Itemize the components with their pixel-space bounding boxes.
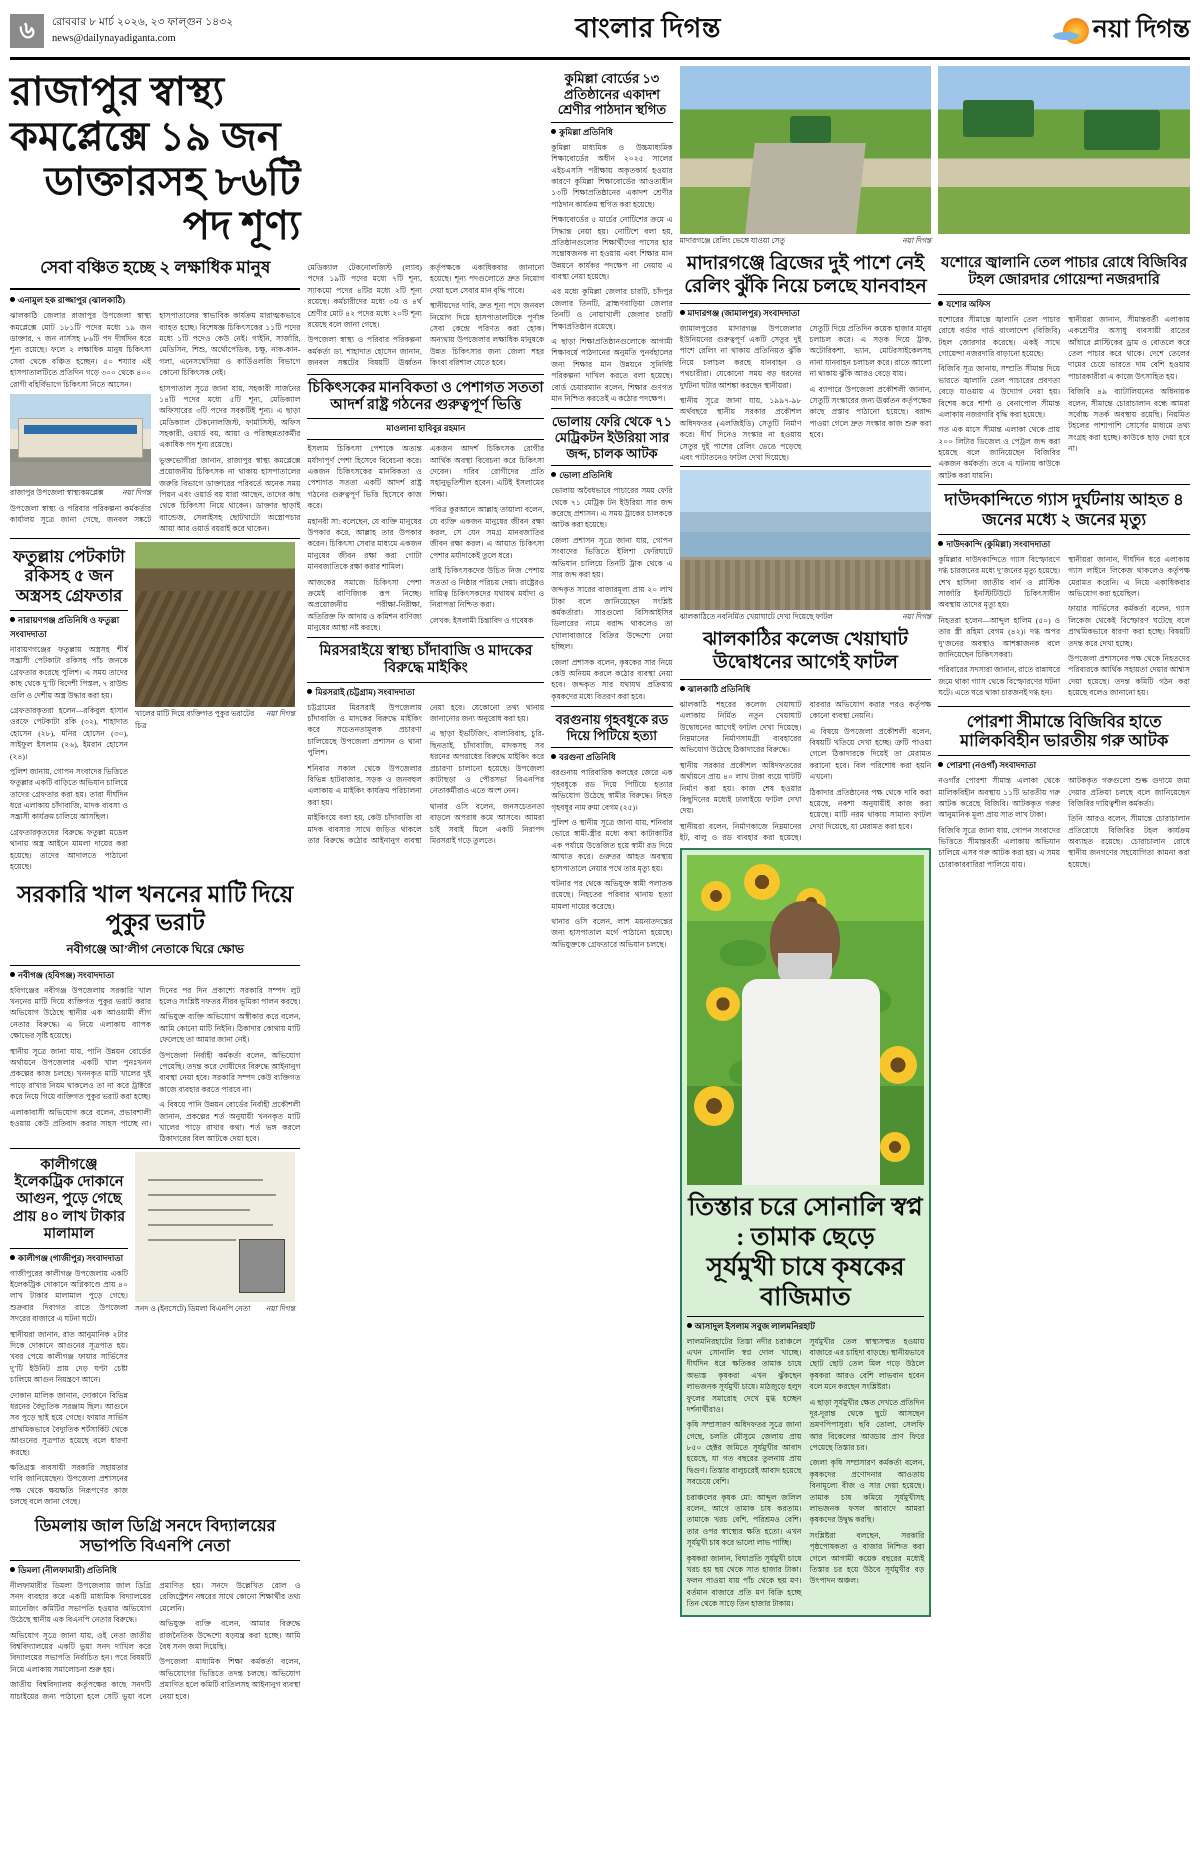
khal-photo-caption	[135, 709, 295, 733]
sunflower-body	[687, 1336, 925, 1610]
column-2-spacer	[307, 66, 544, 262]
paragraph: স্থানীয়দের দাবি, দ্রুত শূন্য পদে জনবল নিয়োগ দিয়ে হাসপাতালটিকে পূর্ণাঙ্গ সেবা কেন্দ্রে পরিণত করা হোক। অন্যথায় উপজেলার লক্ষাধিক মানুষকে উন্নত চিকিৎসার জন্য জেলা শহর কিংবা বরিশাল যেতে হবে।	[429, 301, 545, 368]
paragraph: হাসপাতাল সূত্রে জানা যায়, সহকারী সার্জনের ১৪টি পদের মধ্যে ৫টি শূন্য, মেডিক্যাল অফিসারের ৩টি পদের সবকটিই শূন্য। এ ছাড়া মেডিক্যাল টেকনোলজিস্ট, ফার্মাসিস্ট, অফিস সহকারী, ওয়ার্ড বয়, আয়া ও পরিচ্ছন্নতাকর্মীর একাধিক পদ শূন্য রয়েছে।	[159, 383, 301, 450]
paragraph: এলাকাবাসী অভিযোগ করে বলেন, প্রভাবশালী হওয়ায় কেউ প্রতিবাদ করার সাহস পাচ্ছে না। দিনের পর দিন প্রকাশ্যে সরকারি সম্পদ লুট হলেও সংশ্লিষ্ট দফতর নীরব ভূমিকা পালন করছে।	[10, 985, 301, 1128]
paragraph: ঝালকাঠি জেলার রাজাপুর উপজেলা স্বাস্থ্য কমপ্লেক্সে মোট ১৮১টি পদের মধ্যে ১৯ জন ডাক্তার, ৭ জন নার্সসহ ৮৬টি পদ দীর্ঘদিন ধরে শূন্য রয়েছে। ফলে ২ লক্ষাধিক মানুষ চিকিৎসা সেবা থেকে বঞ্চিত হচ্ছেন। ৫০ শয্যার এই হাসপাতালটিতে প্রতিদিন গড়ে ৩০০ থেকে ৪০০ রোগী বহির্বিভাগে চিকিৎসা নিতে আসেন।	[10, 311, 152, 389]
paragraph: তাই চিকিৎসকদের উচিত নিজ পেশায় সততা ও নিষ্ঠার পরিচয় দেয়া। রাষ্ট্রেরও দায়িত্ব চিকিৎসকদের যথাযথ মর্যাদা ও নিরাপত্তা নিশ্চিত করা।	[429, 566, 545, 610]
dimla-photo-block	[135, 1152, 295, 1512]
sunflower-headline-line2: সূর্যমুখী চাষে কৃষকের বাজিমাত	[706, 1253, 905, 1311]
paragraph: ইসলাম চিকিৎসা পেশাকে অত্যন্ত মর্যাদাপূর্ণ পেশা হিসেবে বিবেচনা করে। একজন চিকিৎসকের মানবিকতা ও পেশাগত সততা একটি আদর্শ রাষ্ট্র গঠনের গুরুত্বপূর্ণ ভিত্তি হিসেবে কাজ করে।	[307, 444, 422, 511]
farmer-figure	[736, 901, 886, 1185]
paragraph: লেখক: ইসলামী চিন্তাবিদ ও গবেষক	[429, 615, 534, 625]
photo-credit: নয়া দিগন্ত	[265, 1303, 295, 1313]
paragraph: কৃষি সম্প্রসারণ অধিদফতর সূত্রে জানা গেছে, চলতি মৌসুমে জেলায় প্রায় ৮৫০ হেক্টর জমিতে সূর্যমুখীর আবাদ হয়েছে, যা গত বছরের তুলনায় প্রায় দ্বিগুণ। তিস্তার বালুচরেই আবাদ হয়েছে সবচেয়ে বেশি।	[686, 1420, 802, 1487]
photo-caption-text: রাজাপুর উপজেলা স্বাস্থ্যকমপ্লেক্স	[10, 487, 104, 497]
paragraph: স্থানীয়রা জানান, রাত আনুমানিক ২টার দিকে দোকানে আগুনের সূত্রপাত হয়। খবর পেয়ে কালীগঞ্জ ফায়ার সার্ভিসের দু’টি ইউনিট প্রায় দেড় ঘণ্টা চেষ্টা চালিয়ে আগুন নিয়ন্ত্রণে আনে।	[10, 1329, 128, 1385]
mirsharai-body	[307, 702, 544, 849]
paragraph: ভুক্তভোগীরা জানান, রাজাপুর স্বাস্থ্য কমপ্লেক্সে প্রয়োজনীয় চিকিৎসক না থাকায় হাসপাতালের জরুরি বিভাগে ডাক্তারের পরিবর্তে অনেক সময় পিয়ন এবং ওয়ার্ড বয় যারা আছেন, তাদের কাছ থেকে চিকিৎসা নিয়ে থাকেন। ডাক্তার ছাড়াই ব্যান্ডেজ, সেলাইসহ ছোটখাটো অস্ত্রোপচার আয়া আর ওয়ার্ড বয়রাই করে থাকেন।	[159, 455, 301, 534]
paragraph: স্থানীয় সরকার প্রকৌশল অধিদফতরের অর্থায়নে প্রায় ৪০ লাখ টাকা ব্যয়ে ঘাটটি নির্মাণ করা হয়। কাজ শেষ হওয়ার কিছুদিনের মধ্যেই ঢালাইয়ে ফাটল দেখা দেয়।	[679, 760, 802, 816]
paragraph: শনিবার সকাল থেকে উপজেলার বিভিন্ন হাটবাজার, সড়ক ও জনবহুল এলাকায় এ মাইকিং কার্যক্রম পরিচালনা করা হয়।	[307, 763, 422, 807]
paragraph: মহানবী সা: বলেছেন, যে ব্যক্তি মানুষের উপকার করে, আল্লাহ তার উপকার করেন। চিকিৎসা সেবার মাধ্যমে একজন মানুষের জীবন রক্ষা করা গোটা মানবজাতিকে রক্ষা করার শামিল।	[307, 516, 422, 572]
inset-portrait	[239, 1239, 285, 1293]
story-byline	[10, 614, 128, 642]
bullet-icon	[938, 301, 943, 306]
paragraph: আটককৃত গরুগুলো শুল্ক গুদামে জমা দেয়ার প্রক্রিয়া চলছে বলে জানিয়েছেন বিজিবির দায়িত্বশীল কর্মকর্তা।	[1068, 776, 1190, 808]
paper-name: নয়া দিগন্ত	[1092, 16, 1190, 43]
paragraph: সংশ্লিষ্টরা বলছেন, সরকারি পৃষ্ঠপোষকতা ও বাজার নিশ্চিত করা গেলে আগামী কয়েক বছরের মধ্যেই তিস্তার চর হয়ে উঠবে সূর্যমুখীর বড় উৎপাদন অঞ্চল।	[809, 1530, 925, 1586]
lead-subhead: সেবা বঞ্চিত হচ্ছে ২ লক্ষাধিক মানুষ	[40, 258, 271, 278]
paragraph: নওগাঁর পোরশা সীমান্ত এলাকা থেকে মালিকবিহীন অবস্থায় ১১টি ভারতীয় গরু আটক করেছে বিজিবি। আটককৃত গরুর আনুমানিক মূল্য প্রায় সাত লাখ টাকা।	[938, 776, 1061, 820]
paragraph: বিজিবি সূত্রে জানা যায়, গোপন সংবাদের ভিত্তিতে সীমান্তবর্তী এলাকায় অভিযান চালিয়ে এসব গরু আটক করা হয়। এ সময় চোরাকারবারিরা পালিয়ে যায়।	[938, 825, 1061, 869]
jashore-body	[938, 314, 1190, 481]
paragraph: উপজেলা প্রশাসনের পক্ষ থেকে নিহতদের পরিবারকে আর্থিক সহায়তা দেয়ার আশ্বাস দেয়া হয়েছে। তদন্ত কমিটি গঠন করা হয়েছে বলেও জানানো হয়।	[1068, 653, 1190, 698]
paragraph: অভিযুক্ত ব্যক্তি বলেন, আমার বিরুদ্ধে রাজনৈতিক উদ্দেশ্যে ষড়যন্ত্র করা হচ্ছে। আমি বৈধ সনদ জমা দিয়েছি।	[159, 1619, 301, 1651]
photo-credit: নয়া দিগন্ত	[122, 487, 152, 497]
lead-headline	[10, 70, 300, 249]
paragraph: বিজিবি ৪৯ ব্যাটালিয়নের অধিনায়ক বলেন, সীমান্তে চোরাচালান বন্ধে আমরা সর্বোচ্চ সতর্ক অবস্থায় রয়েছি। নিয়মিত টহলের পাশাপাশি সোর্সের মাধ্যমে তথ্য সংগ্রহ করা হচ্ছে। কাউকে ছাড় দেয়া হবে না।	[1068, 387, 1190, 454]
paragraph: চরাঞ্চলের কৃষক মো: আব্দুল জলিল বলেন, আগে তামাক চাষ করতাম। তামাকে খরচ বেশি, পরিশ্রমও বেশি। তার ওপর স্বাস্থ্যের ক্ষতি হতো। এখন সূর্যমুখী চাষ করে ভালো লাভ পাচ্ছি।	[686, 1492, 802, 1548]
paragraph: বিজিবি সূত্র জানায়, সম্প্রতি সীমান্ত দিয়ে ভারতে জ্বালানি তেল পাচারের প্রবণতা বেড়ে যাওয়ায় এ উদ্যোগ নেয়া হয়। বিশেষ করে শার্শা ও বেনাপোল সীমান্ত এলাকায় নজরদারি বৃদ্ধি করা হয়েছে।	[938, 364, 1061, 419]
sunflower-headline	[687, 1193, 925, 1313]
paragraph: কুমিল্লা মাধ্যমিক ও উচ্চমাধ্যমিক শিক্ষাবোর্ডের অধীন ২০২৫ সালের এইচএসসি পরীক্ষায় অকৃতকার্য হওয়ার কারণে কুমিল্লা শিক্ষাবোর্ডের আওতাধীন ১৩টি শিক্ষাপ্রতিষ্ঠানের একাদশ শ্রেণীর পাঠদান কার্যক্রম স্থগিত করা হয়েছে।	[551, 142, 673, 209]
porsha-body	[938, 775, 1190, 874]
mirsharai-headline: মিরসরাইয়ে স্বাস্থ্য চাঁদাবাজি ও মাদকের বিরুদ্ধে মাইকিং	[319, 642, 533, 677]
byline-text: ঝালকাঠি প্রতিনিধি	[687, 683, 751, 694]
story-headline: ফতুল্লায় পেটকাটা রকিসহ ৫ জন অস্ত্রসহ গ্রেফতার	[13, 546, 125, 606]
teesta-sunflower-feature	[680, 848, 932, 1617]
section-title: বাংলার দিগন্ত	[575, 13, 721, 43]
paragraph: গ্রেফতারকৃতদের বিরুদ্ধে ফতুল্লা মডেল থানায় অস্ত্র আইনে মামলা দায়ের করা হয়েছে। তাদের আদালতে পাঠানো হয়েছে।	[10, 827, 128, 872]
byline-text: পোরশা (নওগাঁ) সংবাদদাতা	[946, 760, 1037, 771]
paragraph: পবিত্র কুরআনে আল্লাহ তায়ালা বলেন, যে ব্যক্তি একজন মানুষের জীবন রক্ষা করল, সে যেন সমগ্র মানবজাতির জীবন রক্ষা করল। এ আয়াত চিকিৎসা পেশার মর্যাদাকেই তুলে ধরে।	[429, 505, 545, 560]
page-number-badge: ৬	[10, 14, 44, 48]
byline-text: নারায়ণগঞ্জ প্রতিনিধি ও ফতুল্লা সংবাদদাতা	[10, 615, 120, 639]
byline-text: আসাদুল ইসলাম সবুজ লালমনিরহাট	[694, 1320, 815, 1331]
paragraph: লালমনিরহাটের তিস্তা নদীর চরাঞ্চলে এখন সোনালি স্বপ্ন দোল খাচ্ছে। দীর্ঘদিন ধরে ক্ষতিকর তামাক চাষে অভ্যস্ত কৃষকরা এখন ঝুঁকছেন লাভজনক সূর্যমুখী চাষে। মাঠজুড়ে হলুদ ফুলের সমারোহ দেখে মুগ্ধ হচ্ছেন দর্শনার্থীরাও।	[686, 1336, 802, 1414]
bhola-byline	[551, 469, 672, 483]
paragraph: তিনি আরও বলেন, সীমান্তে চোরাচালান প্রতিরোধে বিজিবির টহল কার্যক্রম অব্যাহত রয়েছে। চোরাচালান রোধে স্থানীয় জনগণের সহযোগিতা কামনা করা হয়েছে।	[1068, 814, 1190, 869]
story-byline	[10, 1252, 128, 1266]
paragraph: একজন আদর্শ চিকিৎসক রোগীর আর্থিক অবস্থা বিবেচনা করে চিকিৎসা দেবেন। গরিব রোগীদের প্রতি সহানুভূতিশীল হবেন। এটিই ইসলামের শিক্ষা।	[429, 444, 545, 499]
paper-logo	[1063, 9, 1190, 52]
khal-body	[10, 985, 300, 1145]
dauodkandi-headline: দাউদকান্দিতে গ্যাস দুর্ঘটনায় আহত ৪ জনের মধ্যে ২ জনের মৃত্যু	[944, 490, 1184, 530]
byline-text: দাউদকান্দি (কুমিল্লা) সংবাদদাতা	[946, 538, 1051, 549]
jhalokathi-ghat-photo	[680, 470, 932, 610]
bullet-icon	[680, 686, 685, 691]
column-4	[680, 66, 932, 1704]
paragraph: ঝালকাঠি শহরের কলেজ খেয়াঘাট এলাকায় নির্মিত নতুন খেয়াঘাট উদ্বোধনের আগেই ফাটল দেখা দিয়েছে। নিম্নমানের নির্মাণসামগ্রী ব্যবহারের অভিযোগ উঠেছে ঠিকাদারের বিরুদ্ধে।	[679, 699, 802, 755]
paragraph: জেলা কৃষি সম্প্রসারণ কর্মকর্তা বলেন, কৃষকদের প্রণোদনার আওতায় বিনামূল্যে বীজ ও সার দেয়া হয়েছে। তামাক চাষ কমিয়ে সূর্যমুখীসহ লাভজনক ফসল আবাদে আমরা কৃষকদের উদ্বুদ্ধ করছি।	[809, 1458, 925, 1525]
paragraph: জেলা প্রশাসন সূত্রে জানা যায়, গোপন সংবাদের ভিত্তিতে ইলিশা ফেরিঘাটে অভিযান চালিয়ে তিনটি ট্রাক থেকে এ সার জব্দ করা হয়।	[551, 535, 673, 579]
dauodkandi-byline	[938, 538, 1190, 552]
paragraph: পুলিশ জানায়, গোপন সংবাদের ভিত্তিতে ফতুল্লার একটি বাড়িতে অভিযান চালিয়ে তাদের গ্রেফতার করা হয়। তারা দীর্ঘদিন ধরে এলাকায় চাঁদাবাজি, মাদক ব্যবসা ও সন্ত্রাসী কার্যক্রম চালিয়ে আসছিল।	[10, 766, 128, 822]
paragraph: মেডিক্যাল টেকনোলজিস্ট (ল্যাব) পদের ১৯টি পদের মধ্যে ৭টি শূন্য, স্যাকমো পদের ৪টির মধ্যে ২টি শূন্য রয়েছে। কর্মচারীদের মধ্যে ৩য় ও ৪র্থ শ্রেণীর মোট ৪২ পদের মধ্যে ২০টি শূন্য রয়েছে বলে জানা গেছে।	[307, 263, 422, 329]
dimla-certificate-photo	[135, 1152, 295, 1302]
paragraph: এ ছাড়া শিক্ষাপ্রতিষ্ঠানগুলোকে আগামী শিক্ষাবর্ষে পাঠদানের অনুমতি পুনর্বহালের জন্য শিক্ষার মান উন্নয়নে সুনির্দিষ্ট পরিকল্পনা দাখিল করতে বলা হয়েছে। বোর্ড চেয়ারম্যান বলেন, শিক্ষার গুণগত মান নিশ্চিত করতেই এ কঠোর পদক্ষেপ।	[551, 337, 673, 403]
photo-credit: নয়া দিগন্ত	[902, 236, 932, 245]
lead-body-top	[10, 310, 300, 534]
paragraph: কৃষকরা জানান, বিঘাপ্রতি সূর্যমুখী চাষে খরচ হয় ছয় থেকে সাত হাজার টাকা। ফলন পাওয়া যায় পাঁচ থেকে ছয় মণ। বর্তমান বাজারে প্রতি মণ বিক্রি হচ্ছে তিন থেকে সাড়ে তিন হাজার টাকায়।	[686, 1553, 802, 1609]
madarganj-body	[680, 323, 932, 464]
paragraph: গাজীপুরের কালীগঞ্জ উপজেলায় একটি ইলেকট্রিক দোকানে অগ্নিকাণ্ডে প্রায় ৪০ লাখ টাকার মালামাল পুড়ে গেছে। শুক্রবার দিবাগত রাতে উপজেলা সদরের বাজারে এ ঘটনা ঘটে।	[10, 1268, 128, 1324]
bullet-icon	[680, 310, 685, 315]
jhalokathi-headline: ঝালকাঠির কলেজ খেয়াঘাট উদ্বোধনের আগেই ফাটল	[702, 629, 908, 674]
row-fatullah-khal	[10, 542, 300, 877]
dimla-headline: ডিমলায় জাল ডিগ্রি সনদে বিদ্যালয়ের সভাপতি বিএনপি নেতা	[34, 1516, 276, 1556]
doctor-ethics-headline: চিকিৎসকের মানবিকতা ও পেশাগত সততা আদর্শ রাষ্ট্র গঠনের গুরুত্বপূর্ণ ভিত্তি	[308, 379, 544, 413]
mirsharai-byline	[307, 686, 544, 700]
paragraph: যশোরের সীমান্তে জ্বালানি তেল পাচার রোধে বর্ডার গার্ড বাংলাদেশ (বিজিবি) টহল জোরদার করেছে। একই সাথে গোয়েন্দা নজরদারি বাড়ানো হয়েছে।	[938, 314, 1061, 358]
byline-text: কুমিল্লা প্রতিনিধি	[559, 126, 613, 137]
paragraph: ঠিকাদার প্রতিষ্ঠানের পক্ষ থেকে দাবি করা হয়েছে, নকশা অনুযায়ীই কাজ করা হয়েছে। মাটি নরম থাকায় সামান্য ফাটল দেখা দিয়েছে, যা মেরামত করা হবে।	[809, 787, 932, 831]
byline-text: নবীগঞ্জ (হবিগঞ্জ) সংবাদদাতা	[18, 969, 115, 980]
khal-subhead: নবীগঞ্জে আ’লীগ নেতাকে ঘিরে ক্ষোভ	[66, 941, 244, 956]
paragraph: দোকান মালিক জানান, দোকানে বিভিন্ন ধরনের বৈদ্যুতিক সরঞ্জাম ছিল। আগুনে সব পুড়ে ছাই হয়ে গেছে। ফায়ার সার্ভিস প্রাথমিকভাবে বৈদ্যুতিক শর্টসার্কিট থেকে আগুনের সূত্রপাত হয়েছে বলে ধারণা করছে।	[10, 1390, 128, 1457]
contact-email: news@dailynayadiganta.com	[52, 32, 176, 44]
lead-byline-text: এনামুল হক রাজ্জাপুর (ঝালকাঠি)	[18, 295, 126, 306]
paragraph: অভিযোগ সূত্রে জানা যায়, ওই নেতা জাতীয় বিশ্ববিদ্যালয়ের একটি ভুয়া সনদ দাখিল করে বিদ্যালয়ের সভাপতি নির্বাচিত হন। পরে বিষয়টি নিয়ে এলাকায় সমালোচনা শুরু হয়।	[10, 1630, 152, 1674]
photo-caption-text: ঝালকাঠিতে নবনির্মিত খেয়াঘাটে দেখা দিয়েছে ফাটল	[679, 612, 833, 622]
paragraph: উপজেলা স্বাস্থ্য ও পরিবার পরিকল্পনা কর্মকর্তা ডা. শাহাদাত হোসেন জানান, জনবল সঙ্কটের বিষয়টি ঊর্ধ্বতন কর্তৃপক্ষকে একাধিকবার জানানো হয়েছে। শূন্য পদগুলোতে দ্রুত নিয়োগ দেয়া হলে সেবার মান বৃদ্ধি পাবে।	[307, 263, 545, 368]
lead-headline-line2: ডাক্তারসহ ৮৬টি পদ শূণ্য	[44, 158, 301, 249]
page-grid	[10, 66, 1190, 1704]
paragraph: থানার ওসি বলেন, লাশ ময়নাতদন্তের জন্য হাসপাতাল মর্গে পাঠানো হয়েছে। অভিযুক্তকে গ্রেফতারে অভিযান চলছে।	[551, 917, 673, 949]
paragraph: উপজেলা নির্বাহী কর্মকর্তা বলেন, অভিযোগ পেয়েছি। তদন্ত করে দোষীদের বিরুদ্ধে আইনানুগ ব্যবস্থা নেয়া হবে। সরকারি সম্পদ কেউ ব্যক্তিগত কাজে ব্যবহার করতে পারবে না।	[159, 1050, 301, 1094]
paragraph: পরিবারের সদস্যরা জানান, রাতে রান্নাঘরে জমে থাকা গ্যাস থেকে বিস্ফোরণের ঘটনা ঘটে। এতে ঘরে থাকা চারজনই দগ্ধ হন।	[938, 665, 1061, 698]
lead-photo-caption	[10, 488, 151, 500]
khal-headline: সরকারি খাল খননের মাটি দিয়ে পুকুর ভরাট	[17, 882, 294, 936]
column-5	[938, 66, 1190, 1704]
bullet-icon	[551, 472, 556, 477]
publication-date: রোববার ৮ মার্চ ২০২৬, ২৩ ফাল্গুন ১৪৩২	[52, 17, 234, 29]
bullet-icon	[551, 754, 556, 759]
lead-byline	[10, 294, 300, 308]
paragraph: এ বিষয়ে উপজেলা প্রকৌশলী বলেন, বিষয়টি খতিয়ে দেখা হচ্ছে। ত্রুটি পাওয়া গেলে ঠিকাদারকে দিয়েই তা মেরামত করানো হবে। বিল পরিশোধ করা হয়নি এখনো।	[809, 726, 932, 782]
jashore-headline: যশোরে জ্বালানি তেল পাচার রোধে বিজিবির টহল জোরদার গোয়েন্দা নজরদারি	[941, 255, 1188, 289]
paragraph: সূর্যমুখীর তেল স্বাস্থ্যসম্মত হওয়ায় বাজারে এর চাহিদা বাড়ছে। স্থানীয়ভাবে ছোট ছোট তেল মিল গড়ে উঠলে কৃষকরা আরও বেশি লাভবান হবেন বলে মনে করছেন সংশ্লিষ্টরা।	[809, 1336, 925, 1392]
sunflower-field-photo	[687, 855, 925, 1185]
cumilla-byline	[551, 126, 672, 140]
madarganj-byline	[680, 307, 932, 321]
byline-text: যশোর অফিস	[946, 298, 991, 309]
dimla-photo-caption	[135, 1304, 295, 1316]
paragraph: এ বিষয়ে পানি উন্নয়ন বোর্ডের নির্বাহী প্রকৌশলী জানান, প্রকল্পের শর্ত অনুযায়ী খননকৃত মাটি খালের পাড়ে রাখার কথা। শর্ত ভঙ্গ করলে ঠিকাদারের বিল আটকে দেয়া হবে।	[159, 1100, 301, 1144]
khal-photo-block	[135, 542, 295, 877]
bullet-icon	[687, 1323, 692, 1328]
sunflower-byline	[687, 1320, 925, 1334]
bullet-icon	[10, 617, 15, 622]
paragraph: এর মধ্যে কুমিল্লা জেলার চারটি, চাঁদপুর জেলার তিনটি, ব্রাহ্মণবাড়িয়া জেলার তিনটি ও নোয়াখালী জেলার চারটি শিক্ষাপ্রতিষ্ঠান রয়েছে।	[551, 287, 673, 331]
story-fatullah	[10, 542, 128, 877]
paragraph: সেতুটি দিয়ে প্রতিদিন কয়েক হাজার মানুষ চলাচল করে। এ সড়ক দিয়ে ট্রাক, অটোরিকশা, ভ্যান, মোটরসাইকেলসহ নানা যানবাহন চলাচল করে। রাতে আলো না থাকায় ঝুঁকি আরও বেড়ে যায়।	[809, 323, 932, 379]
paragraph: কুমিল্লার দাউদকান্দিতে গ্যাস বিস্ফোরণে দগ্ধ চারজনের মধ্যে দু’জনের মৃত্যু হয়েছে। শেখ হাসিনা জাতীয় বার্ন ও প্লাস্টিক সার্জারি ইনস্টিটিউটে চিকিৎসাধীন অবস্থায় তাদের মৃত্যু হয়।	[938, 554, 1061, 610]
barguna-headline: বরগুনায় গৃহবধূকে রড দিয়ে পিটিয়ে হত্যা	[555, 712, 669, 743]
khal-byline	[10, 969, 300, 983]
story-kaliganj	[10, 1152, 128, 1512]
cumilla-headline: কুমিল্লা বোর্ডের ১৩ প্রতিষ্ঠানের একাদশ শ্রেণীর পাঠদান স্থগিত	[557, 71, 667, 118]
byline-text: বরগুনা প্রতিনিধি	[559, 752, 616, 763]
bullet-icon	[551, 129, 556, 134]
madarganj-bridge-photo	[680, 66, 932, 234]
byline-text: ডিমলা (নীলফামারী) প্রতিনিধি	[18, 1565, 117, 1576]
paragraph: জাতীয় বিশ্ববিদ্যালয় কর্তৃপক্ষের কাছে সনদটি যাচাইয়ের জন্য পাঠানো হলে সেটি ভুয়া বলে প্রমাণিত হয়। সনদে উল্লেখিত রোল ও রেজিস্ট্রেশন নম্বরের সাথে কোনো শিক্ষার্থীর তথ্য মেলেনি।	[10, 1581, 301, 1701]
bullet-icon	[938, 762, 943, 767]
paragraph: নিহতরা হলেন—আব্দুল হালিম (৫০) ও তার স্ত্রী রহিমা বেগম (৪২)। দগ্ধ অপর দু’জনের অবস্থাও আশঙ্কাজনক বলে জানিয়েছেন চিকিৎসকরা।	[938, 615, 1061, 659]
paragraph: স্থানীয়রা জানান, দীর্ঘদিন ধরে এলাকায় গ্যাস লাইনে লিকেজ থাকলেও কর্তৃপক্ষ মেরামত করেনি। এ নিয়ে একাধিকবার অভিযোগ করা হয়েছিল।	[1068, 554, 1190, 599]
paragraph: স্থানীয় সূত্রে জানা যায়, পানি উন্নয়ন বোর্ডের অর্থায়নে উপজেলার একটি খাল পুনঃখনন প্রকল্পের কাজ চলছে। খননকৃত মাটি খালের দুই পাড়ে রাখার নিয়ম থাকলেও তা না করে ট্রাক্টরে করে নিয়ে গিয়ে ব্যক্তিগত পুকুর ভরাট করা হচ্ছে।	[10, 1046, 152, 1102]
masthead-dateline	[52, 15, 233, 45]
sun-icon	[1063, 18, 1089, 44]
photo-credit: নয়া দিগন্ত	[902, 612, 932, 622]
paragraph: শিক্ষাবোর্ডের ৫ মার্চের নোটিশের ক্রমে এ সিদ্ধান্ত নেয়া হয়। নোটিশে বলা হয়, প্রতিষ্ঠানগুলোর শিক্ষার্থীদের পাসের হার সন্তোষজনক না হওয়ায় এবং শিক্ষার মান উন্নয়নে কার্যকর পদক্ষেপ না নেয়ায় এ ব্যবস্থা নেয়া হয়েছে।	[551, 215, 673, 282]
paragraph: নারায়ণগঞ্জের ফতুল্লায় অস্ত্রসহ শীর্ষ সন্ত্রাসী পেটকাটা রকিসহ পাঁচ জনকে গ্রেফতার করেছে পুলিশ। এ সময় তাদের কাছ থেকে দু’টি বিদেশী পিস্তল, ৭ রাউন্ড গুলি ও দেশীয় অস্ত্র উদ্ধার করা হয়।	[10, 645, 128, 700]
paragraph: হবিগঞ্জের নবীগঞ্জ উপজেলায় সরকারি খাল খননের মাটি দিয়ে ব্যক্তিগত পুকুর ভরাট করার অভিযোগ উঠেছে স্থানীয় এক আওয়ামী লীগ নেতার বিরুদ্ধে। এ নিয়ে এলাকায় ব্যাপক ক্ষোভের সৃষ্টি হয়েছে।	[10, 985, 152, 1041]
jashore-top-photo	[938, 66, 1190, 234]
paragraph: থানার ওসি বলেন, জনসচেতনতা বাড়লে অপরাধ কমে আসবে। আমরা চাই সবাই মিলে একটি নিরাপদ মিরসরাই গড়ে তুলতে।	[429, 801, 545, 845]
paragraph: আজকের সমাজে চিকিৎসা পেশা ক্রমেই বাণিজ্যিক রূপ নিচ্ছে। অপ্রয়োজনীয় পরীক্ষা-নিরীক্ষা, অতিরিক্ত ফি আদায় ও কমিশন বাণিজ্য মানুষের আস্থা নষ্ট করছে।	[307, 577, 422, 633]
paragraph: নীলফামারীর ডিমলা উপজেলায় জাল ডিগ্রি সনদ ব্যবহার করে একটি মাধ্যমিক বিদ্যালয়ের ম্যানেজিং কমিটির সভাপতি হওয়ার অভিযোগ উঠেছে স্থানীয় এক বিএনপি নেতার বিরুদ্ধে।	[10, 1581, 152, 1625]
dimla-byline	[10, 1564, 300, 1578]
madarganj-headline: মাদারগঞ্জে ব্রিজের দুই পাশে নেই রেলিং ঝুঁকি নিয়ে চলছে যানবাহন	[684, 253, 927, 297]
byline-text: ভোলা প্রতিনিধি	[559, 470, 613, 481]
paragraph: ফায়ার সার্ভিসের কর্মকর্তা বলেন, গ্যাস লিকেজ থেকেই বিস্ফোরণ ঘটেছে বলে প্রাথমিকভাবে ধারণা করা হচ্ছে। বিষয়টি তদন্ত করে দেখা হচ্ছে।	[1068, 604, 1190, 648]
byline-text: মাদারগঞ্জ (জামালপুর) সংবাদদাতা	[687, 307, 800, 318]
paragraph: অভিযুক্ত ব্যক্তি অভিযোগ অস্বীকার করে বলেন, আমি কোনো মাটি নিইনি। ঠিকাদার কোথায় মাটি ফেলেছে তা আমার জানা নেই।	[159, 1012, 301, 1045]
column-1	[10, 66, 300, 1704]
bhola-headline: ভোলায় ফেরি থেকে ৭১ মেট্রিকটন ইউরিয়া সার জব্দ, চালক আটক	[551, 414, 672, 461]
madarganj-photo-caption	[680, 236, 932, 248]
paragraph: বরগুনায় পারিবারিক কলহের জেরে এক গৃহবধূকে রড দিয়ে পিটিয়ে হত্যার অভিযোগ উঠেছে স্বামীর বিরুদ্ধে। নিহত গৃহবধূর নাম রুমা বেগম (২৫)।	[551, 768, 673, 812]
jashore-byline	[938, 298, 1190, 312]
story-headline: কালীগঞ্জে ইলেকট্রিক দোকানে আগুন, পুড়ে গেছে প্রায় ৪০ লাখ টাকার মালামাল	[12, 1156, 126, 1243]
jhalokathi-byline	[680, 683, 932, 697]
paragraph: জব্দকৃত সারের বাজারমূল্য প্রায় ২০ লাখ টাকা বলে জানিয়েছেন সংশ্লিষ্ট কর্মকর্তারা। সারগুলো বিসিআইসির ডিলারের নামে বরাদ্দ থাকলেও তা খোলাবাজারে বিক্রির উদ্দেশ্যে নেয়া হচ্ছিল।	[551, 585, 673, 652]
porsha-byline	[938, 759, 1190, 773]
paragraph: জেলা প্রশাসক বলেন, কৃষকের সার নিয়ে কেউ অনিয়ম করলে কঠোর ব্যবস্থা নেয়া হবে। জব্দকৃত সার যথাযথ প্রক্রিয়ায় কৃষকদের মধ্যে বিতরণ করা হবে।	[551, 657, 673, 701]
masthead-left	[10, 14, 233, 48]
paragraph: ক্ষতিগ্রস্ত ব্যবসায়ী সরকারি সহায়তার দাবি জানিয়েছেন। উপজেলা প্রশাসনের পক্ষ থেকে ক্ষয়ক্ষতি নিরূপণের কাজ চলছে বলে জানা গেছে।	[10, 1462, 128, 1507]
paragraph: ভোলায় অবৈধভাবে পাচারের সময় ফেরি থেকে ৭১ মেট্রিক টন ইউরিয়া সার জব্দ করেছে প্রশাসন। এ সময় ট্রাকের চালককে আটক করা হয়েছে।	[551, 486, 673, 530]
lead-photo	[10, 394, 151, 486]
photo-caption-text: সনদ ও (ইনসেটে) ডিমলা বিএনপি নেতা	[135, 1303, 251, 1313]
paragraph: এ ছাড়া সূর্যমুখীর ক্ষেত দেখতে প্রতিদিন দূর-দূরান্ত থেকে ছুটে আসছেন ভ্রমণপিপাসুরা। ছবি তোলা, সেলফি আর বিকেলের আড্ডায় প্রাণ ফিরে পেয়েছে তিস্তার চর।	[809, 1397, 925, 1453]
paragraph: স্থানীয় সূত্রে জানা যায়, ১৯৯৭-৯৮ অর্থবছরে স্থানীয় সরকার প্রকৌশল অধিদফতর (এলজিইডি) সেতুটি নির্মাণ করে। দীর্ঘ দিনেও সংস্কার না হওয়ায় সেতুর দুই পাশের রেলিং ভেঙে পড়েছে এবং পাটাতনেও ফাটল দেখা দিয়েছে।	[679, 395, 802, 462]
bullet-icon	[938, 541, 943, 546]
paragraph: পুলিশ ও স্থানীয় সূত্রে জানা যায়, শনিবার ভোরে স্বামী-স্ত্রীর মধ্যে কথা কাটাকাটির এক পর্যায়ে উত্তেজিত হয়ে স্বামী রড দিয়ে আঘাত করে। গুরুতর আহত অবস্থায় হাসপাতালে নেয়ার পথে তার মৃত্যু হয়।	[551, 817, 673, 873]
paragraph: এ ব্যাপারে উপজেলা প্রকৌশলী জানান, সেতুটি সংস্কারের জন্য ঊর্ধ্বতন কর্তৃপক্ষের কাছে প্রস্তাব পাঠানো হয়েছে। বরাদ্দ পাওয়া গেলে দ্রুত সংস্কার কাজ শুরু করা হবে।	[809, 384, 932, 440]
dimla-body	[10, 1580, 300, 1704]
paragraph: মাইকিংয়ে বলা হয়, কেউ চাঁদাবাজি বা মাদক ব্যবসার সাথে জড়িত থাকলে তার বিরুদ্ধে কঠোর আইনানুগ ব্যবস্থা নেয়া হবে। যেকোনো তথ্য থানায় জানানোর জন্য অনুরোধ করা হয়।	[307, 702, 545, 845]
doctor-ethics-body	[307, 443, 544, 634]
paragraph: স্থানীয়রা জানান, সীমান্তবর্তী এলাকায় একশ্রেণীর অসাধু ব্যবসায়ী রাতের আঁধারে প্লাস্টিকের ড্রাম ও বোতলে করে তেল পাচার করে থাকে। দেশে তেলের দামের চেয়ে ভারতে দাম বেশি হওয়ায় পাচারকারীরা এ কাজে উৎসাহিত হয়।	[1068, 314, 1190, 381]
paragraph: উপজেলা স্বাস্থ্য ও পরিবার পরিকল্পনা কর্মকর্তার কার্যালয় সূত্রে জানা গেছে, জনবল সঙ্কটে হাসপাতালের স্বাভাবিক কার্যক্রম মারাত্মকভাবে ব্যাহত হচ্ছে। বিশেষজ্ঞ চিকিৎসকের ১১টি পদের মধ্যে ১টি পদেও কেউ নেই। গাইনি, সার্জারি, মেডিসিন, শিশু, অর্থোপেডিক, চক্ষু, নাক-কান-গলা, এনেসথেসিয়া ও কার্ডিওলজি বিভাগে কোনো চিকিৎসক নেই।	[10, 311, 301, 525]
paragraph: গত এক মাসে সীমান্ত এলাকা থেকে প্রায় ২০০ লিটার ডিজেল ও পেট্রল জব্দ করা হয়েছে বলে জানিয়েছেন বিজিবির একজন কর্মকর্তা। তবে এ ঘটনায় কাউকে আটক করা যায়নি।	[938, 425, 1061, 480]
column-2	[307, 66, 544, 1704]
paragraph: গ্রেফতারকৃতরা হলেন—রকিবুল হাসান ওরফে পেটকাটা রকি (৩২), শাহাদাত হোসেন (২৮), মনির হোসেন (৩০), সাইফুল ইসলাম (২৬), ইমরান হোসেন (২৪)।	[10, 705, 128, 761]
byline-text: কালীগঞ্জ (গাজীপুর) সংবাদদাতা	[18, 1252, 124, 1263]
paragraph: জামালপুরের মাদারগঞ্জ উপজেলার ইউনিয়নের গুরুত্বপূর্ণ একটি সেতুর দুই পাশে রেলিং না থাকায় প্রতিনিয়ত ঝুঁকি নিয়ে চলাচল করছে যানবাহন ও পথচারীরা। যেকোনো সময় বড় ধরনের দুর্ঘটনা ঘটার আশঙ্কা করছেন স্থানীয়রা।	[679, 323, 802, 390]
bullet-icon	[10, 972, 15, 977]
sunflower-headline-line1: তিস্তার চরে সোনালি স্বপ্ন : তামাক ছেড়ে	[688, 1193, 923, 1251]
lead-body-cont	[307, 262, 544, 371]
paragraph: এ ছাড়া ইভটিজিং, বাল্যবিবাহ, চুরি-ছিনতাই, চাঁদাবাজি, মাদকসহ সব ধরনের অপরাধের বিরুদ্ধে মাইকিং করে প্রচারণা চালানো হয়েছে। উপজেলা কাটাছড়া ও পৌরসভা বিএনপির নেতাকর্মীরাও এতে অংশ নেন।	[429, 729, 545, 796]
photo-caption-text: মাদারগঞ্জে রেলিং ভেঙ্গে যাওয়া সেতু	[679, 236, 786, 245]
porsha-headline: পোরশা সীমান্তে বিজিবির হাতে মালিকবিহীন ভারতীয় গরু আটক	[960, 711, 1169, 751]
bullet-icon	[307, 689, 312, 694]
khal-photo	[135, 542, 295, 707]
row-kaliganj-dimla	[10, 1152, 300, 1512]
bullet-icon	[10, 1567, 15, 1572]
jhalokathi-photo-caption	[680, 612, 932, 624]
jhalokathi-body	[680, 699, 932, 844]
paragraph: স্থানীয়রা বলেন, নির্মাণকাজে নিম্নমানের ইট, বালু ও রড ব্যবহার করা হয়েছে। বারবার অভিযোগ করার পরও কর্তৃপক্ষ কোনো ব্যবস্থা নেয়নি।	[679, 699, 932, 843]
photo-caption-text: খালের মাটি দিয়ে ব্যক্তিগত পুকুর ভরাটের চিত্র	[135, 708, 255, 730]
dauodkandi-body	[938, 554, 1190, 703]
byline-text: মিরসরাই (চট্টগ্রাম) সংবাদদাতা	[315, 686, 415, 697]
lead-headline-line1: রাজাপুর স্বাস্থ্য কমপ্লেক্সে ১৯ জন	[10, 69, 281, 159]
column-3	[551, 66, 672, 1704]
paragraph: ঘটনার পর থেকে অভিযুক্ত স্বামী পলাতক রয়েছে। নিহতের পরিবার থানায় হত্যা মামলা দায়ের করেছে।	[551, 878, 673, 911]
photo-credit: নয়া দিগন্ত	[265, 708, 295, 718]
bullet-icon	[10, 1255, 15, 1260]
masthead	[10, 8, 1190, 60]
barguna-byline	[551, 751, 672, 765]
bullet-icon	[10, 297, 15, 302]
paragraph: চট্টগ্রামের মিরসরাই উপজেলায় চাঁদাবাজি ও মাদকের বিরুদ্ধে মাইকিং করে সচেতনতামূলক প্রচারণা চালিয়েছে উপজেলা প্রশাসন ও থানা পুলিশ।	[307, 702, 422, 758]
paragraph: উপজেলা মাধ্যমিক শিক্ষা কর্মকর্তা বলেন, অভিযোগের ভিত্তিতে তদন্ত চলছে। অভিযোগ প্রমাণিত হলে কমিটি বাতিলসহ আইনানুগ ব্যবস্থা নেয়া হবে।	[159, 1657, 301, 1701]
doctor-ethics-byline: মাওলানা হাবিবুর রহমান	[386, 423, 466, 434]
